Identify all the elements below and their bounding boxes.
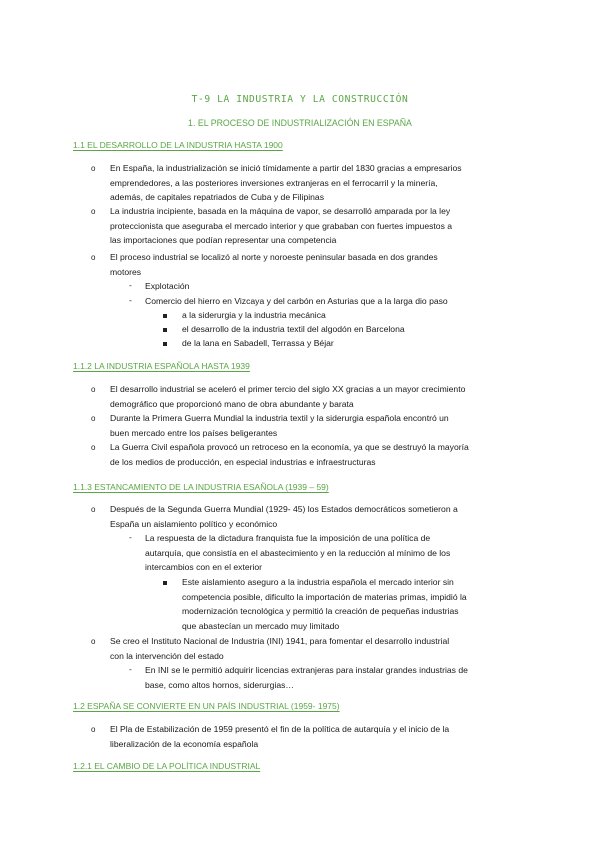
- list-item: En España, la industrialización se inició tímidamente a partir del 1830 gracias a empresarios emprendedores, a las posteriores inversiones extranjeras en el ferrocarril y la minería, además, de capitales repatriados de Cuba y de Filipinas: [110, 163, 462, 202]
- sub-sub-list-item: el desarrollo de la industria textil del algodón en Barcelona: [182, 324, 405, 334]
- square-bullet: [163, 314, 167, 318]
- circle-bullet: o: [91, 385, 96, 394]
- circle-bullet: o: [91, 164, 96, 173]
- circle-bullet: o: [91, 505, 96, 514]
- sub-list-item: Explotación: [145, 281, 190, 291]
- dash-bullet: -: [129, 280, 132, 290]
- section-heading-1-1-3: 1.1.3 ESTANCAMIENTO DE LA INDUSTRIA ESAÑOLA (1939 – 59): [73, 482, 329, 492]
- circle-bullet: o: [91, 443, 96, 452]
- document-subtitle: 1. EL PROCESO DE INDUSTRIALIZACIÓN EN ESPAÑA: [188, 118, 412, 128]
- list-item: La Guerra Civil española provocó un retroceso en la economía, ya que se destruyó la mayoría de los medios de producción, en especial industrias e infraestructuras: [110, 442, 469, 467]
- circle-bullet: o: [91, 207, 96, 216]
- list-item: La industria incipiente, basada en la máquina de vapor, se desarrolló amparada por la ley proteccionista que aseguraba el mercado interior y que grababan con fuertes impuestos a las importaciones que podían representar una competencia: [110, 206, 453, 245]
- circle-bullet: o: [91, 725, 96, 734]
- sub-list-item: La respuesta de la dictadura franquista fue la imposición de una política de autarquía, que consistía en el abastecimiento y en la reducción al mínimo de los intercambios con en el exterior: [145, 533, 451, 572]
- sub-list-item: Comercio del hierro en Vizcaya y del carbón en Asturias que a la larga dio paso: [145, 296, 448, 306]
- list-item: Después de la Segunda Guerra Mundial (1929- 45) los Estados democráticos sometieron a España un aislamiento político y económico: [110, 504, 458, 529]
- circle-bullet: o: [91, 637, 96, 646]
- list-item: El desarrollo industrial se aceleró el primer tercio del siglo XX gracias a un mayor crecimiento demográfico que proporcionó mano de obra abundante y barata: [110, 384, 466, 409]
- sub-sub-list-item: a la siderurgia y la industria mecánica: [182, 310, 326, 320]
- sub-sub-list-item: de la lana en Sabadell, Terrassa y Béjar: [182, 338, 334, 348]
- list-item: El proceso industrial se localizó al norte y noroeste peninsular basada en dos grandes motores: [110, 252, 438, 277]
- square-bullet: [163, 581, 167, 585]
- dash-bullet: -: [129, 664, 132, 674]
- list-item: El Pla de Estabilización de 1959 presentó el fin de la política de autarquía y el inicio de la liberalización de la economía española: [110, 724, 450, 749]
- circle-bullet: o: [91, 253, 96, 262]
- list-item: Se creo el Instituto Nacional de Industria (INI) 1941, para fomentar el desarrollo industrial con la intervención del estado: [110, 636, 450, 661]
- list-item: Durante la Primera Guerra Mundial la industria textil y la siderurgia española encontró un buen mercado entre los países beligerantes: [110, 413, 449, 438]
- square-bullet: [163, 342, 167, 346]
- circle-bullet: o: [91, 414, 96, 423]
- dash-bullet: -: [129, 532, 132, 542]
- dash-bullet: -: [129, 295, 132, 305]
- section-heading-1-2-1: 1.2.1 EL CAMBIO DE LA POLÍTICA INDUSTRIAL: [73, 761, 261, 771]
- document-title: T-9 LA INDUSTRIA Y LA CONSTRUCCIÓN: [191, 94, 409, 105]
- section-heading-1-1: 1.1 EL DESARROLLO DE LA INDUSTRIA HASTA 1900: [73, 140, 283, 150]
- square-bullet: [163, 328, 167, 332]
- sub-list-item: En INI se le permitió adquirir licencias extranjeras para instalar grandes industrias de base, como altos hornos, siderurgias…: [145, 665, 468, 690]
- section-heading-1-1-2: 1.1.2 LA INDUSTRIA ESPAÑOLA HASTA 1939: [73, 361, 250, 371]
- section-heading-1-2: 1.2 ESPAÑA SE CONVIERTE EN UN PAÍS INDUSTRIAL (1959- 1975): [73, 701, 340, 711]
- sub-sub-list-item: Este aislamiento aseguro a la industria española el mercado interior sin competencia posible, dificulto la importación de materias primas, impidió la modernización tecnológica y permitió la creación de pequeñas industrias que abastecían un mercado muy limitado: [182, 577, 467, 631]
